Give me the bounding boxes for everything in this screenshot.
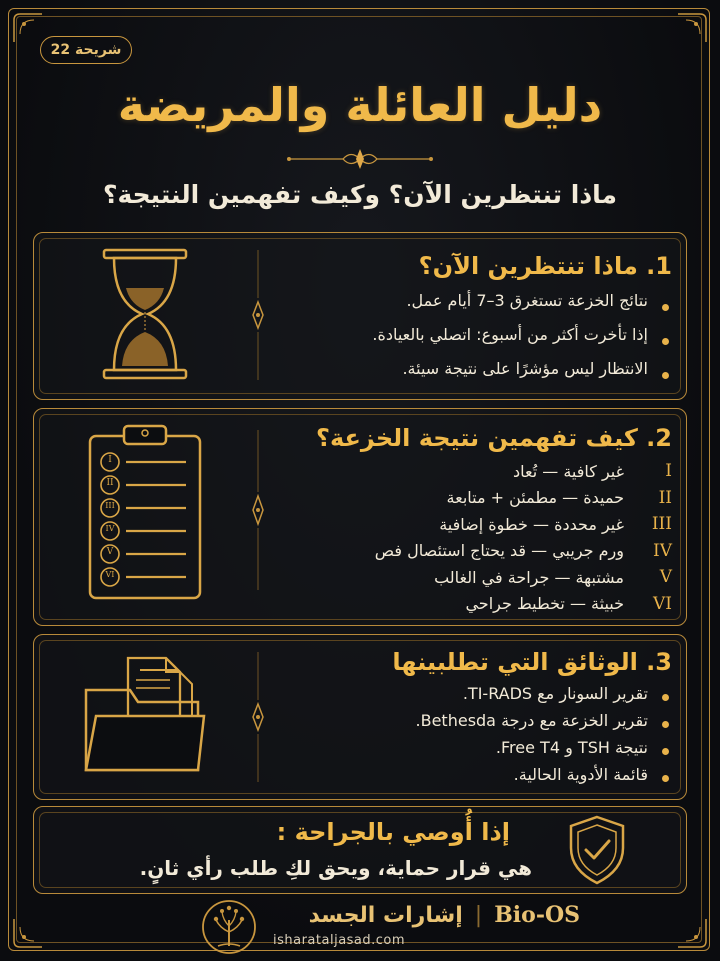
corner-ornament-icon (12, 915, 46, 949)
list-item: تقرير السونار مع TI-RADS. (416, 683, 672, 710)
divider-ornament-icon (248, 430, 268, 590)
corner-ornament-icon (674, 915, 708, 949)
documents-bullet-list (416, 683, 672, 791)
hourglass-icon (100, 248, 190, 380)
roman-numeral: IV (653, 540, 672, 561)
list-item (375, 485, 672, 512)
clipboard-label: V (106, 547, 114, 557)
tree-logo-icon (200, 898, 258, 956)
list-item (375, 458, 672, 485)
list-item (375, 538, 672, 565)
list-item: الانتظار ليس مؤشرًا على نتيجة سيئة. (372, 358, 672, 392)
roman-numeral: III (651, 514, 672, 535)
category-text: ورم جريبي — قد يحتاج استئصال فص (374, 541, 624, 561)
clipboard-label: III (105, 501, 115, 510)
list-item: تقرير الخزعة مع درجة Bethesda. (416, 710, 672, 737)
brand-separator: | (474, 902, 483, 928)
page-subtitle: ماذا تنتظرين الآن؟ وكيف تفهمين النتيجة؟ (102, 180, 618, 209)
category-text: مشتبهة — جراحة في الغالب (434, 567, 624, 587)
section-1-title: 1. ماذا تنتظرين الآن؟ (418, 252, 672, 280)
recommendation-title: إذا أُوصي بالجراحة : (276, 818, 510, 846)
list-item (375, 591, 672, 618)
section-3-title: 3. الوثائق التي تطلبينها (392, 648, 672, 676)
waiting-bullet-list (372, 290, 672, 392)
roman-numeral: I (665, 461, 672, 482)
brand-name-english: Bio-OS (494, 902, 580, 928)
roman-numeral: V (659, 567, 672, 588)
list-item: قائمة الأدوية الحالية. (416, 764, 672, 791)
category-text: خبيثة — تخطيط جراحي (465, 594, 624, 614)
roman-numeral: II (658, 487, 672, 508)
recommendation-text: هي قرار حماية، ويحق لكِ طلب رأي ثانٍ. (139, 856, 532, 880)
corner-ornament-icon (674, 12, 708, 46)
category-text: حميدة — مطمئن + متابعة (446, 488, 624, 508)
list-item: نتائج الخزعة تستغرق 3–7 أيام عمل. (372, 290, 672, 324)
list-item: نتيجة TSH و Free T4. (416, 737, 672, 764)
clipboard-label: IV (105, 524, 115, 533)
shield-check-icon (566, 814, 628, 886)
clipboard-label: VI (105, 570, 115, 579)
category-text: غير كافية — تُعاد (513, 461, 624, 481)
page-title: دليل العائلة والمريضة (117, 78, 603, 132)
list-item (375, 511, 672, 538)
divider-ornament-icon (248, 652, 268, 782)
title-flourish-icon (285, 146, 435, 172)
clipboard-icon (86, 424, 204, 602)
slide-number-badge: شريحة 22 (40, 36, 132, 64)
clipboard-label: I (108, 455, 112, 465)
folder-icon (82, 654, 206, 774)
list-item: إذا تأخرت أكثر من أسبوع: اتصلي بالعيادة. (372, 324, 672, 358)
divider-ornament-icon (248, 250, 268, 380)
corner-ornament-icon (12, 12, 46, 46)
bethesda-category-list (375, 458, 672, 617)
brand-name-arabic: إشارات الجسد (308, 902, 463, 928)
category-text: غير محددة — خطوة إضافية (439, 514, 624, 534)
list-item (375, 564, 672, 591)
website-link[interactable]: isharataljasad.com (273, 933, 406, 948)
clipboard-label: II (106, 478, 114, 488)
roman-numeral: VI (653, 593, 672, 614)
footer-brand (270, 902, 580, 928)
section-2-title: 2. كيف تفهمين نتيجة الخزعة؟ (316, 424, 672, 452)
